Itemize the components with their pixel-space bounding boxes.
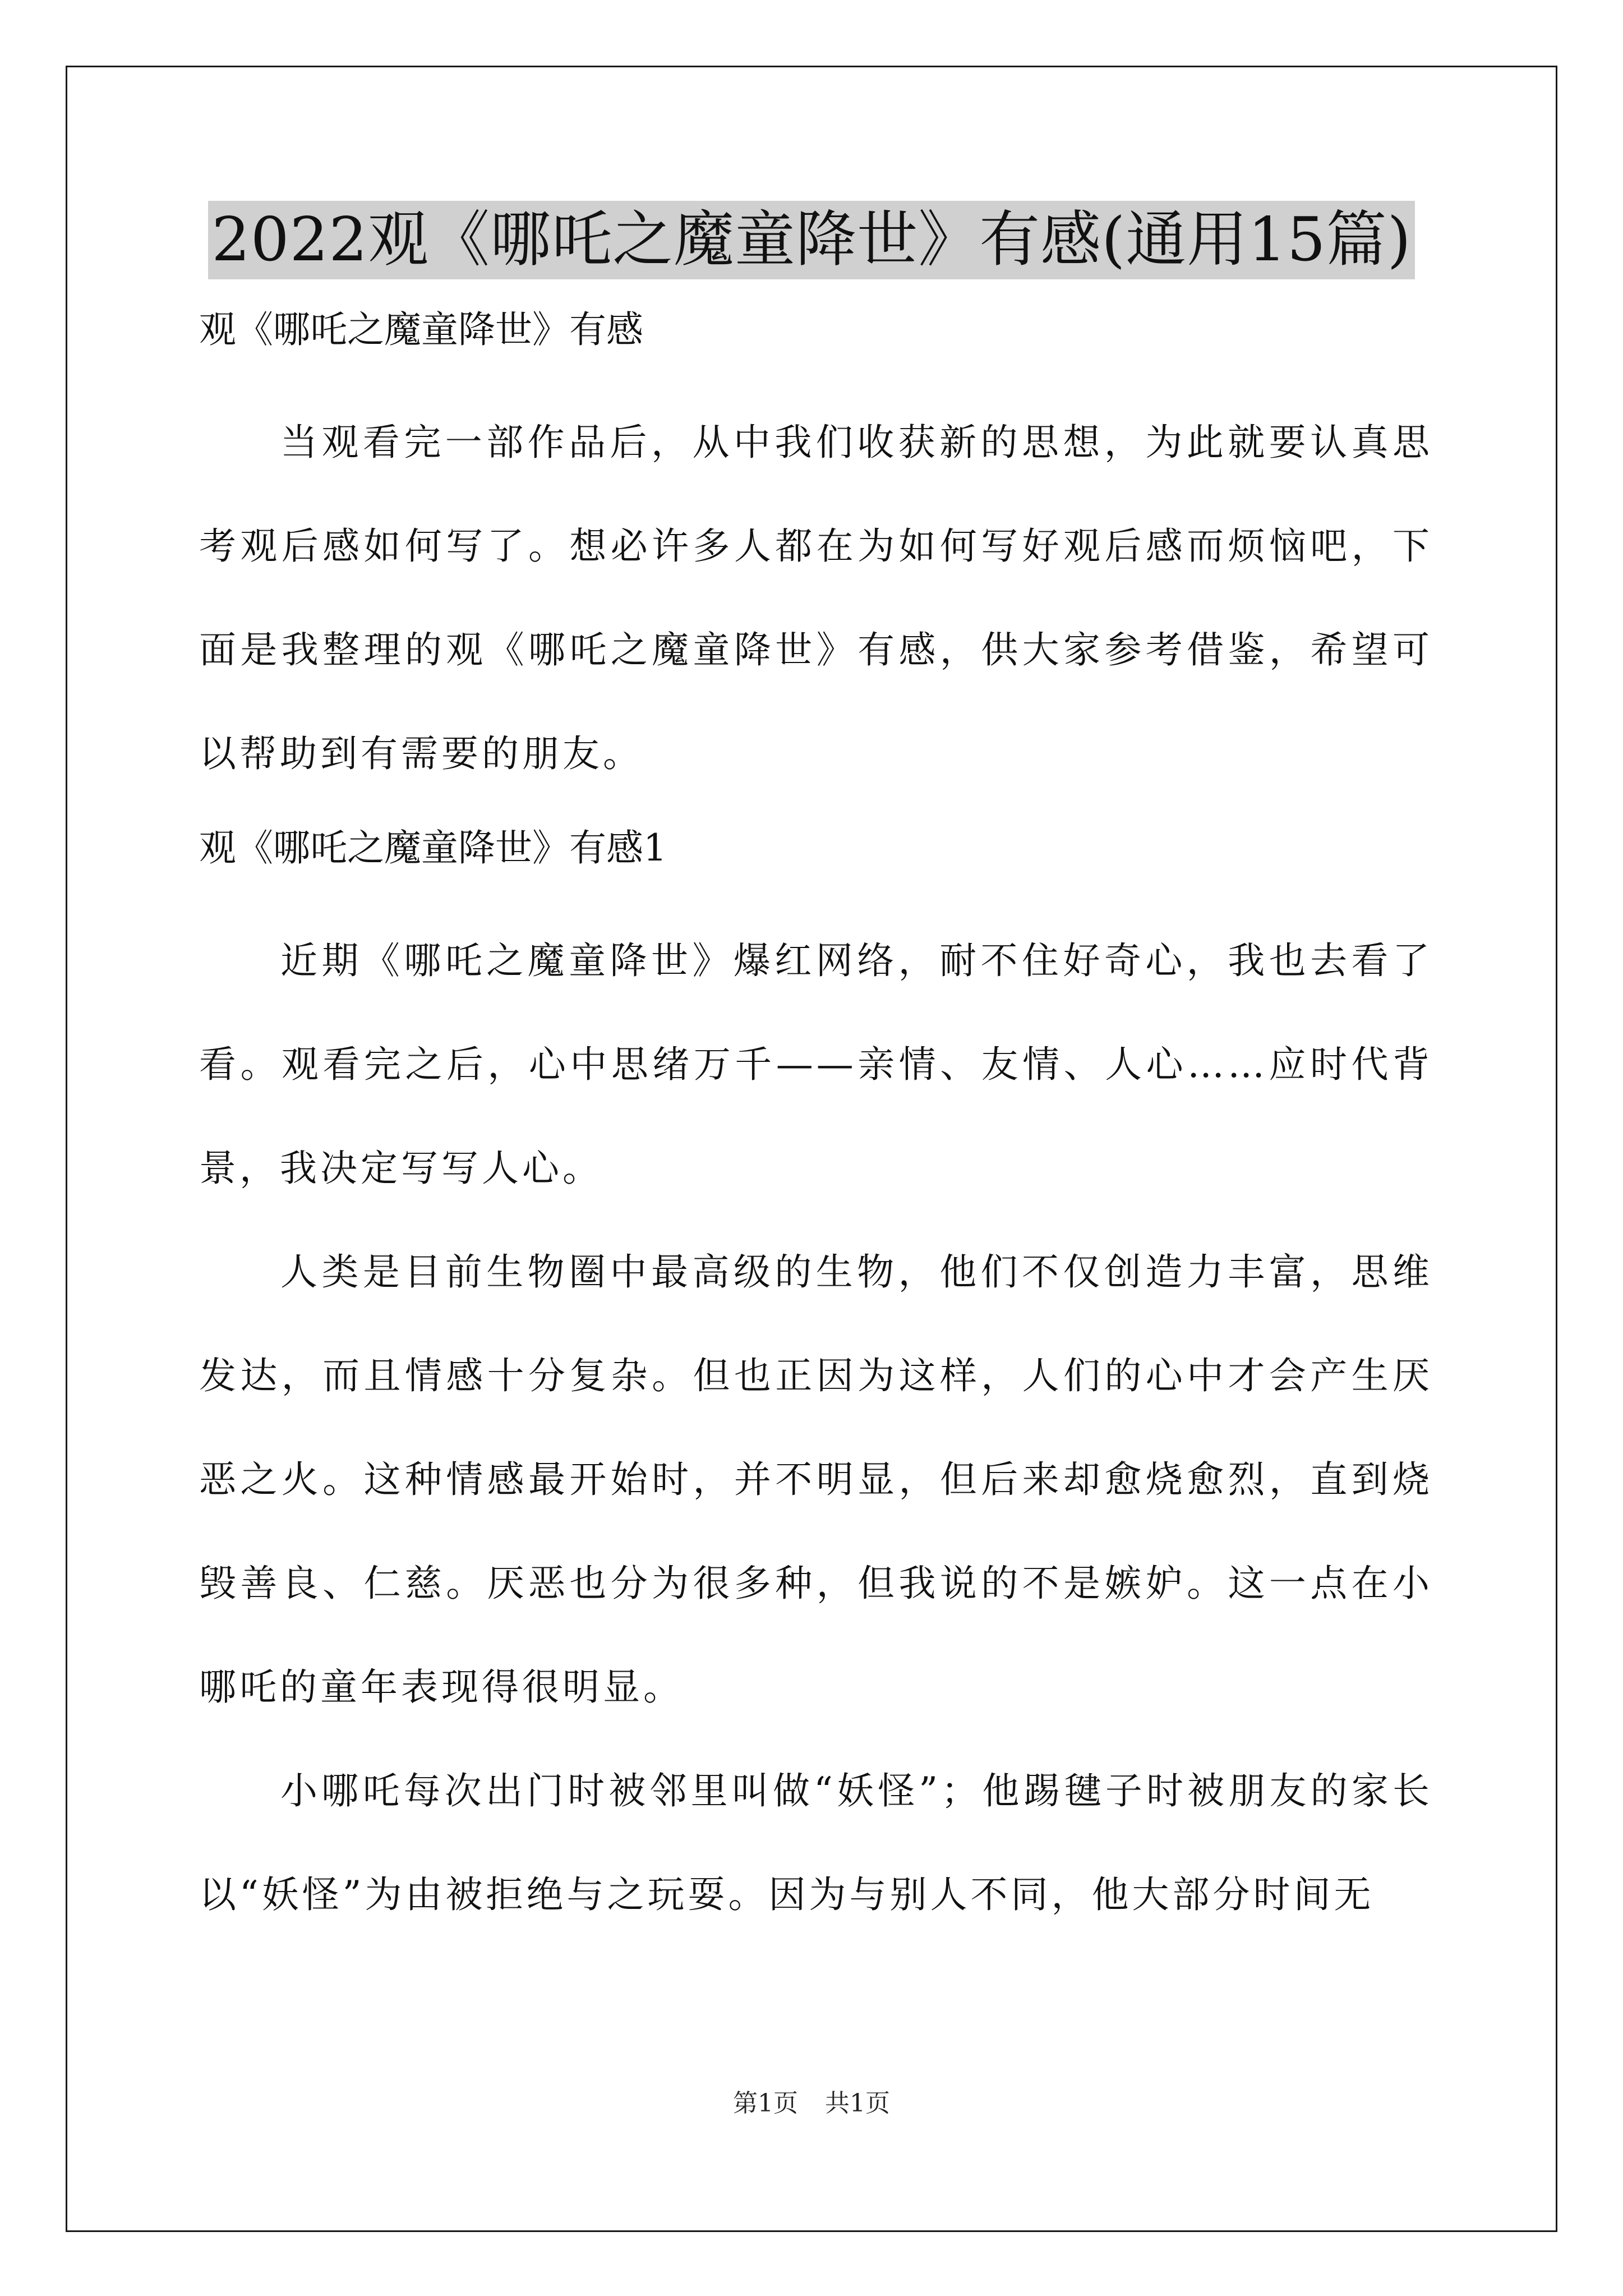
page-number: 第1页 xyxy=(733,2089,798,2118)
document-title: 2022观《哪吒之魔童降世》有感(通用15篇) xyxy=(208,201,1415,279)
body-paragraph: 小哪吒每次出门时被邻里叫做“妖怪”；他踢毽子时被朋友的家长以“妖怪”为由被拒绝与之玩耍。因为与别人不同，他大部分时间无 xyxy=(199,1769,1433,1916)
section-heading: 观《哪吒之魔童降世》有感 xyxy=(199,308,643,351)
title-wrap xyxy=(0,201,1623,279)
page-total: 共1页 xyxy=(825,2089,890,2118)
body-paragraph: 人类是目前生物圈中最高级的生物，他们不仅创造力丰富，思维发达，而且情感十分复杂。但也正因为这样，人们的心中才会产生厌恶之火。这种情感最开始时，并不明显，但后来却愈烧愈烈，直到烧毁善良、仁慈。厌恶也分为很多种，但我说的不是嫉妒。这一点在小哪吒的童年表现得很明显。 xyxy=(199,1250,1433,1709)
page-footer xyxy=(0,2087,1623,2120)
section-heading: 观《哪吒之魔童降世》有感1 xyxy=(199,826,667,869)
body-paragraph: 近期《哪吒之魔童降世》爆红网络，耐不住好奇心，我也去看了看。观看完之后，心中思绪万千——亲情、友情、人心……应时代背景，我决定写写人心。 xyxy=(199,939,1433,1190)
document-body xyxy=(199,303,1433,1947)
body-paragraph: 当观看完一部作品后，从中我们收获新的思想，为此就要认真思考观后感如何写了。想必许多人都在为如何写好观后感而烦恼吧，下面是我整理的观《哪吒之魔童降世》有感，供大家参考借鉴，希望可以帮助到有需要的朋友。 xyxy=(199,421,1433,775)
